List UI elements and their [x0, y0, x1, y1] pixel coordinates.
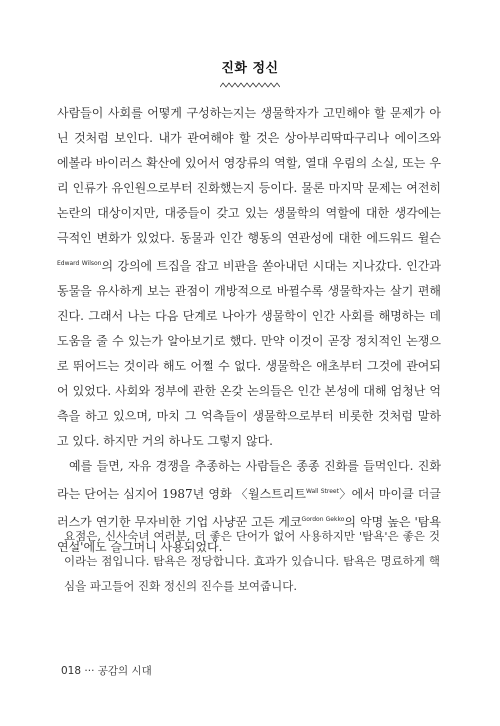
page-header: [0, 57, 500, 88]
english-annotation: Gordon Gekko: [301, 516, 345, 523]
page-number: 018: [61, 665, 82, 677]
chapter-title: 진화 정신: [221, 61, 279, 76]
block-quote: [64, 524, 440, 599]
english-annotation: Edward Wilson: [57, 260, 102, 267]
paragraph-1-part-a: 사람들이 사회를 어떻게 구성하는지는 생물학자가 고민해야 할 문제가 아닌 것처럼 보인다. 내가 관여해야 할 것은 상아부리딱따구리나 에이즈와 에볼라 바이러스 확산에 있어서 영장류의 역할, 열대 우림의 소실, 또는 우리 인류가 유인원으로부터 진화했는지 등이다. 물론 마지막 문제는 여전히 논란의 대상이지만, 대중들이 갖고 있는 생물학의 역할에 대한 생각에는 극적인 변화가 있었다. 동물과 인간 행동의 연관성에 대한 에드워드 윌슨: [57, 106, 441, 245]
zigzag-ornament: [220, 82, 280, 88]
paragraph-2-part-c: 의 악명 높은 '탐욕 연설'에도 슬그머니 사용되었다.: [57, 515, 441, 554]
body-text: [57, 101, 441, 560]
book-title: 공감의 시대: [97, 665, 152, 677]
paragraph-2-part-b: 〉에서 마이클 더글러스가 연기한 무자비한 기업 사냥꾼 고든 게코: [57, 487, 441, 529]
page-footer: [61, 663, 152, 678]
paragraph-1-part-b: 의 강의에 트집을 잡고 비판을 쏟아내던 시대는 지나갔다. 인간과 동물을 유사하게 보는 관점이 개방적으로 바뀔수록 생물학자는 살기 편해진다. 그래서 나는 다음 단계로 나아가 생물학이 인간 사회를 해명하는 데 도움을 줄 수 있는가 알아보기로 했다. 만약 이것이 곧장 정치적인 논쟁으로 뛰어드는 것이라 해도 어쩔 수 없다. 생물학은 애초부터 그것에 관여되어 있었다. 사회와 정부에 관한 온갖 논의들은 인간 본성에 대해 엄청난 억측을 하고 있으며, 마치 그 억측들이 생물학으로부터 비롯한 것처럼 말하고 있다. 하지만 거의 하나도 그렇지 않다.: [57, 259, 442, 448]
paragraph-2-part-a: 예를 들면, 자유 경쟁을 추종하는 사람들은 종종 진화를 들먹인다. 진화라는 단어는 심지어 1987년 영화 〈월스트리트: [57, 459, 441, 501]
english-annotation: Wall Street: [305, 488, 339, 495]
footer-separator: ···: [84, 665, 95, 677]
quote-text: 요점은, 신사숙녀 여러분, 더 좋은 단어가 없어 사용하지만 '탐욕'은 좋은 것이라는 점입니다. 탐욕은 정당합니다. 효과가 있습니다. 탐욕은 명료하게 핵심을 파고들어 진화 정신의 진수를 보여줍니다.: [64, 529, 440, 593]
paragraph-1: [57, 101, 441, 454]
